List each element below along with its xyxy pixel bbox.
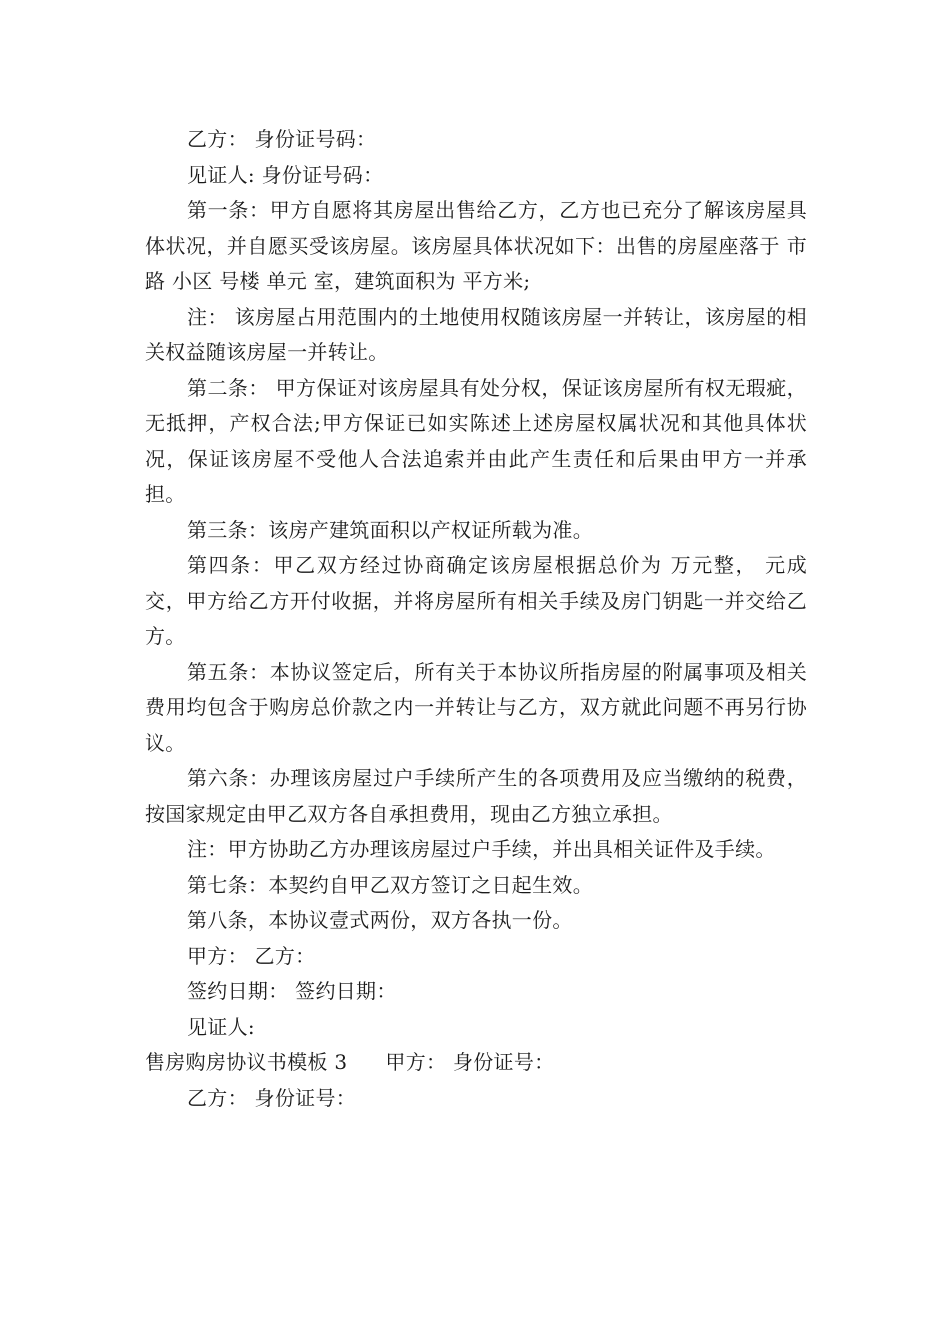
party-b-id-line: 乙方： 身份证号码： — [187, 127, 377, 151]
article-5: 第五条：本协议签定后，所有关于本协议所指房屋的附属事项及相关费用均包含于购房总价款之内一并转让与乙方，双方就此问题不再另行协议。 — [145, 659, 807, 755]
signature-parties-line: 甲方： 乙方： — [187, 943, 316, 968]
witness-id-line: 见证人: 身份证号码： — [187, 162, 384, 187]
signing-date-line: 签约日期： 签约日期： — [187, 979, 397, 1003]
note-2: 注：甲方协助乙方办理该房屋过户手续，并出具相关证件及手续。 — [187, 837, 776, 861]
template-heading: 售房购房协议书模板 3 — [145, 1050, 348, 1074]
article-7: 第七条：本契约自甲乙双方签订之日起生效。 — [187, 872, 593, 897]
witness-signature-line: 见证人: — [187, 1014, 255, 1039]
article-4: 第四条：甲乙双方经过协商确定该房屋根据总价为 万元整， 元成交，甲方给乙方开付收据，并将房屋所有相关手续及房门钥匙一并交给乙方。 — [145, 553, 807, 648]
article-3: 第三条：该房产建筑面积以产权证所载为准。 — [187, 517, 593, 542]
template-heading-line — [145, 1045, 807, 1081]
document-body — [145, 122, 807, 1116]
template-heading-party: 甲方： 身份证号： — [385, 1050, 555, 1074]
article-6: 第六条：办理该房屋过户手续所产生的各项费用及应当缴纳的税费，按国家规定由甲乙双方各自承担费用，现由乙方独立承担。 — [145, 766, 807, 826]
article-1: 第一条：甲方自愿将其房屋出售给乙方，乙方也已充分了解该房屋具体状况，并自愿买受该房屋。该房屋具体状况如下：出售的房屋座落于 市 路 小区 号楼 单元 室，建筑面积为 平方米; — [145, 198, 807, 293]
article-2: 第二条： 甲方保证对该房屋具有处分权，保证该房屋所有权无瑕疵，无抵押，产权合法;甲方保证已如实陈述上述房屋权属状况和其他具体状况，保证该房屋不受他人合法追索并由此产生责任和后果由甲方一并承担。 — [145, 375, 807, 506]
article-8: 第八条，本协议壹式两份，双方各执一份。 — [187, 908, 573, 932]
note-1: 注： 该房屋占用范围内的土地使用权随该房屋一并转让，该房屋的相关权益随该房屋一并转让。 — [145, 304, 807, 364]
party-b-id-line-2: 乙方： 身份证号： — [187, 1085, 357, 1110]
